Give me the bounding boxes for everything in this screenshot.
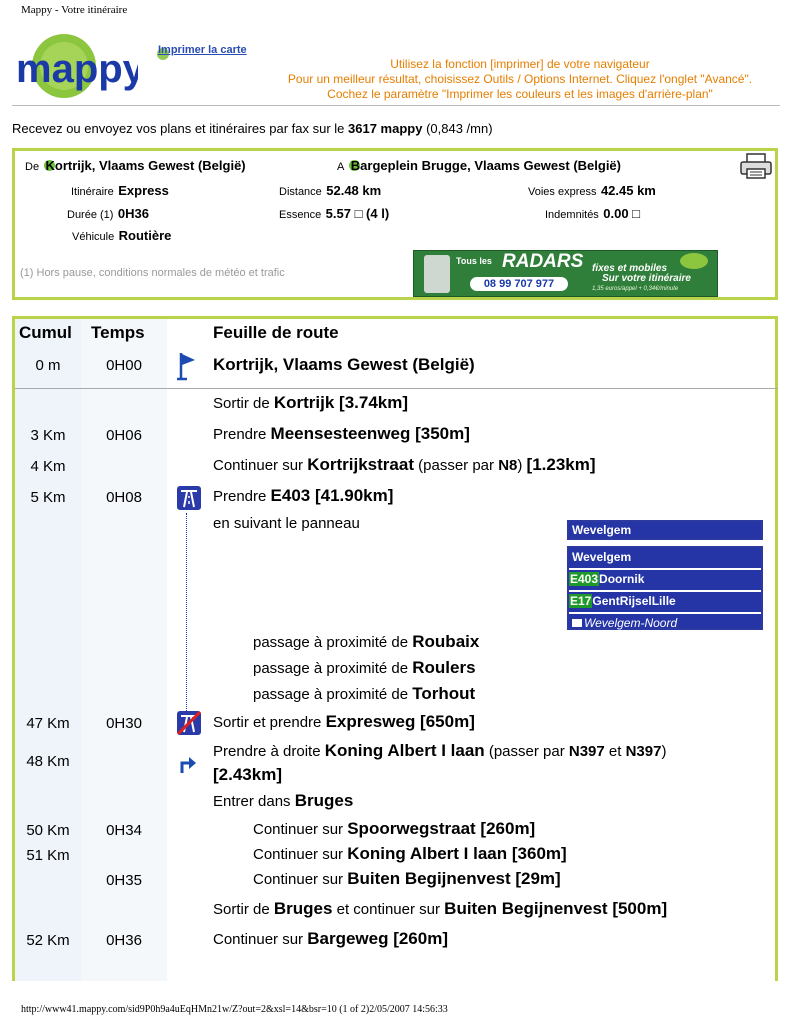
step-temps: 0H35 bbox=[106, 872, 142, 889]
step-exit-bruges bbox=[213, 899, 667, 919]
step-temps: 0H34 bbox=[106, 822, 142, 839]
ad-line3: fixes et mobiles bbox=[592, 263, 668, 274]
header-cumul: Cumul bbox=[19, 323, 72, 342]
exit-icon bbox=[572, 619, 582, 627]
distance-row bbox=[279, 182, 381, 200]
fax-prefix: Recevez ou envoyez vos plans et itinéraires par fax sur le bbox=[12, 121, 349, 136]
step-text: (passer par bbox=[413, 457, 499, 474]
step-road: Buiten Begijnenvest [29m] bbox=[347, 869, 561, 888]
step-exit-kortrijk bbox=[213, 393, 408, 413]
step-road: Expresweg [650m] bbox=[325, 712, 475, 731]
highway-end-icon bbox=[177, 711, 201, 740]
itineraire-label: Itinéraire bbox=[71, 186, 114, 198]
step-kortrijkstraat bbox=[213, 455, 596, 475]
step-text: Sortir de bbox=[213, 901, 274, 918]
step-city: Bruges bbox=[273, 899, 333, 918]
step-temps: 0H08 bbox=[106, 489, 142, 506]
essence-label: Essence bbox=[279, 209, 322, 221]
passage-torhout bbox=[253, 684, 475, 704]
notice-line: Utilisez la fonction [imprimer] de votre navigateur bbox=[390, 57, 650, 71]
from-label: De bbox=[25, 161, 40, 173]
logo-text: mappy bbox=[16, 47, 138, 91]
step-text: passage à proximité de bbox=[253, 660, 413, 677]
step-road: Spoorwegstraat [260m] bbox=[347, 819, 536, 838]
step-cumul: 51 Km bbox=[26, 847, 70, 864]
step-via: N397 bbox=[625, 743, 662, 760]
header-divider bbox=[15, 388, 778, 389]
step-text: Continuer sur bbox=[253, 821, 348, 838]
step-text: passage à proximité de bbox=[253, 686, 413, 703]
essence-row bbox=[279, 205, 389, 223]
step-road: Koning Albert I laan bbox=[324, 741, 485, 760]
sign-body bbox=[567, 546, 763, 630]
step-distance: [1.23km] bbox=[526, 455, 596, 474]
step-cumul: 4 Km bbox=[30, 458, 66, 475]
step-cumul: 50 Km bbox=[26, 822, 70, 839]
step-road: Buiten Begijnenvest [500m] bbox=[444, 899, 668, 918]
browser-title: Mappy - Votre itinéraire bbox=[21, 4, 128, 16]
step-meensesteenweg bbox=[213, 424, 470, 444]
ad-mappy-logo bbox=[680, 253, 708, 269]
step-text: Continuer sur bbox=[213, 931, 308, 948]
start-temps: 0H00 bbox=[106, 357, 142, 374]
voies-value: 42.45 km bbox=[600, 183, 656, 198]
print-notice bbox=[260, 57, 780, 102]
sign-text: Wevelgem-Noord bbox=[584, 616, 678, 630]
step-text: Prendre à droite bbox=[213, 743, 325, 760]
ad-radars: RADARS bbox=[502, 251, 584, 272]
essence-value: 5.57 □ (4 l) bbox=[325, 206, 390, 221]
step-road: Kortrijk [3.74km] bbox=[273, 393, 409, 412]
step-text: Continuer sur bbox=[253, 846, 348, 863]
step-temps: 0H36 bbox=[106, 932, 142, 949]
indemnites-row bbox=[545, 205, 640, 223]
sign-text: Doornik bbox=[599, 572, 645, 586]
passage-city: Torhout bbox=[412, 684, 476, 703]
sign-text: Wevelgem bbox=[572, 550, 632, 564]
indemnites-value: 0.00 □ bbox=[603, 206, 641, 221]
sign-row bbox=[569, 548, 761, 570]
sign-text: Wevelgem bbox=[572, 523, 632, 537]
passage-city: Roubaix bbox=[412, 632, 480, 651]
step-text: (passer par bbox=[484, 743, 569, 760]
ad-line1: Tous les bbox=[456, 256, 492, 266]
to-value: Bargeplein Brugge, Vlaams Gewest (België) bbox=[350, 158, 621, 173]
route-sheet bbox=[12, 316, 778, 981]
header-feuille: Feuille de route bbox=[213, 323, 339, 342]
step-via: N397 bbox=[568, 743, 605, 760]
step-buiten-begijnenvest bbox=[253, 869, 561, 889]
step-e403 bbox=[213, 486, 393, 506]
highway-icon bbox=[177, 486, 201, 515]
speed-camera-icon bbox=[424, 255, 450, 293]
step-spoorwegstraat bbox=[253, 819, 535, 839]
radars-ad-banner[interactable] bbox=[413, 250, 718, 297]
duree-row bbox=[67, 205, 149, 223]
sign-row bbox=[569, 570, 761, 592]
printer-icon[interactable] bbox=[739, 152, 773, 185]
step-temps: 0H06 bbox=[106, 427, 142, 444]
step-text: et continuer sur bbox=[332, 901, 445, 918]
indemnites-label: Indemnités bbox=[545, 209, 599, 221]
step-distance: [2.43km] bbox=[213, 765, 282, 784]
step-cumul: 52 Km bbox=[26, 932, 70, 949]
distance-label: Distance bbox=[279, 186, 322, 198]
step-text: Entrer dans bbox=[213, 793, 295, 810]
notice-line: Cochez le paramètre "Imprimer les couleurs et les images d'arrière-plan" bbox=[327, 87, 713, 101]
step-text: Prendre bbox=[213, 488, 271, 505]
step-koning-albert bbox=[213, 739, 773, 787]
distance-value: 52.48 km bbox=[326, 183, 382, 198]
fax-number: 3617 mappy bbox=[348, 121, 423, 136]
sign-row bbox=[569, 592, 761, 614]
step-road: Bargeweg [260m] bbox=[307, 929, 448, 948]
ad-line4: Sur votre itinéraire bbox=[602, 273, 691, 284]
step-follow-sign: en suivant le panneau bbox=[213, 515, 360, 532]
step-text: Continuer sur bbox=[213, 457, 308, 474]
start-cumul: 0 m bbox=[35, 357, 61, 374]
ad-small-print: 1,35 euros/appel + 0,34€/minute bbox=[592, 286, 679, 292]
step-expresweg bbox=[213, 712, 475, 732]
passage-roulers bbox=[253, 658, 476, 678]
divider bbox=[12, 105, 780, 106]
step-text: Prendre bbox=[213, 426, 271, 443]
sign-text: GentRijselLille bbox=[592, 594, 676, 608]
step-text: Sortir et prendre bbox=[213, 714, 326, 731]
step-text: ) bbox=[661, 743, 667, 760]
start-place: Kortrijk, Vlaams Gewest (België) bbox=[213, 355, 475, 374]
vehicule-label: Véhicule bbox=[72, 231, 115, 243]
step-road: Kortrijkstraat bbox=[307, 455, 414, 474]
step-koning-albert-2 bbox=[253, 844, 567, 864]
step-enter-bruges bbox=[213, 791, 353, 811]
to-row bbox=[337, 157, 621, 175]
step-cumul: 5 Km bbox=[30, 489, 66, 506]
start-flag-icon bbox=[176, 351, 198, 386]
itineraire-value: Express bbox=[118, 183, 169, 198]
step-temps: 0H30 bbox=[106, 715, 142, 732]
ad-phone: 08 99 707 977 bbox=[470, 277, 568, 291]
fax-notice bbox=[12, 121, 493, 136]
vehicule-value: Routière bbox=[118, 228, 172, 243]
step-text: Continuer sur bbox=[253, 871, 348, 888]
turn-right-icon bbox=[178, 753, 198, 780]
fax-price: (0,843 /mn) bbox=[422, 121, 493, 136]
print-map-link[interactable]: Imprimer la carte bbox=[158, 44, 247, 56]
passage-city: Roulers bbox=[412, 658, 476, 677]
step-city: Bruges bbox=[294, 791, 354, 810]
step-cumul: 48 Km bbox=[26, 753, 70, 770]
sign-row bbox=[569, 614, 761, 632]
motorway-trace bbox=[186, 513, 187, 713]
from-value: Kortrijk, Vlaams Gewest (België) bbox=[45, 158, 246, 173]
sign-title bbox=[567, 520, 763, 540]
step-text: et bbox=[604, 743, 626, 760]
mappy-logo[interactable] bbox=[12, 32, 138, 106]
footnote: (1) Hors pause, conditions normales de météo et trafic bbox=[20, 267, 285, 279]
notice-line: Pour un meilleur résultat, choisissez Outils / Options Internet. Cliquez l'onglet "Avancé". bbox=[287, 72, 753, 86]
voies-row bbox=[528, 182, 656, 200]
step-cumul: 3 Km bbox=[30, 427, 66, 444]
header-temps: Temps bbox=[91, 323, 145, 342]
duree-value: 0H36 bbox=[117, 206, 149, 221]
step-bargeweg bbox=[213, 929, 448, 949]
to-label: A bbox=[337, 161, 345, 173]
road-sign-panel bbox=[567, 520, 767, 632]
step-cumul: 47 Km bbox=[26, 715, 70, 732]
road-number-tag: E17 bbox=[570, 594, 592, 608]
vehicule-row bbox=[72, 227, 171, 245]
duree-label: Durée (1) bbox=[67, 209, 114, 221]
from-row bbox=[25, 157, 246, 175]
step-text: ) bbox=[517, 457, 527, 474]
step-text: Sortir de bbox=[213, 395, 274, 412]
step-road: Meensesteenweg [350m] bbox=[270, 424, 470, 443]
itineraire-row bbox=[71, 182, 179, 200]
step-text: passage à proximité de bbox=[253, 634, 413, 651]
step-road: Koning Albert I laan [360m] bbox=[347, 844, 567, 863]
voies-label: Voies express bbox=[528, 186, 597, 198]
footer-url: http://www41.mappy.com/sid9P0h9a4uEqHMn21w/Z?out=2&xsl=14&bsr=10 (1 of 2)2/05/2007 14:56:33 bbox=[21, 1004, 448, 1015]
cumul-column bbox=[15, 319, 81, 981]
step-road: E403 [41.90km] bbox=[270, 486, 394, 505]
road-number-tag: E403 bbox=[570, 572, 599, 586]
passage-roubaix bbox=[253, 632, 479, 652]
step-via: N8 bbox=[498, 457, 518, 474]
